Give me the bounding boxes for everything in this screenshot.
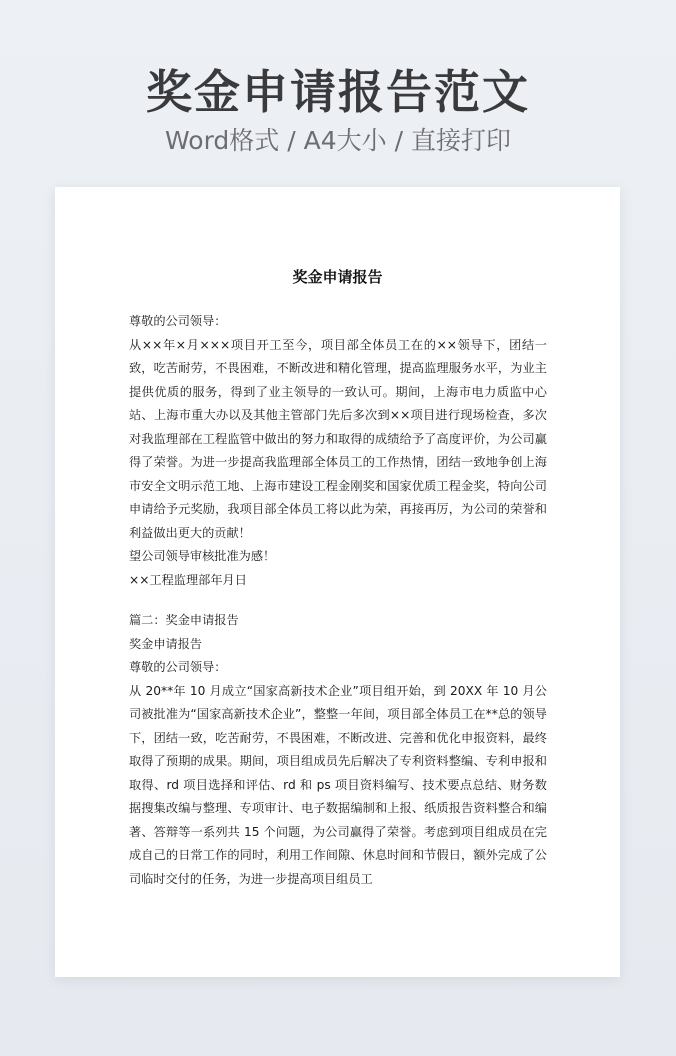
section-salutation: 尊敬的公司领导： [129, 660, 227, 674]
body-paragraph: 从××年×月×××项目开工至今，项目部全体员工在的××领导下，团结一致，吃苦耐劳，不畏困难，不断改进和精化管理，提高监理服务水平，为业主提供优质的服务，得到了业主领导的一致认可。期间，上海市电力质监中心站、上海市重大办以及其他主管部门先后多次到××项目进行现场检查，多次对我监理部在工程监管中做出的努力和取得的成绩给予了高度评价，为公司赢得了荣誉。为进一步提高我监理部全体员工的工作热情，团结一致地争创上海市安全文明示范工地、上海市建设工程金刚奖和国家优质工程金奖，特向公司申请给予元奖励，我项目部全体员工将以此为荣，再接再厉，为公司的荣誉和利益做出更大的贡献！ [129, 337, 547, 540]
section-paragraph: 从 20**年 10 月成立“国家高新技术企业”项目组开始，到 20XX 年 10 月公司被批准为“国家高新技术企业”，整整一年间，项目部全体员工在**总的领导下，团结一致，吃苦耐劳，不畏困难，不断改进、完善和优化申报资料，最终取得了预期的成果。期间，项目组成员先后解决了专利资料整编、专利申报和取得、rd 项目选择和评估、rd 和 ps 项目资料编写、技术要点总结、财务数据搜集改编与整理、专项审计、电子数据编制和上报、纸质报告资料整合和编著、答辩等一系列共 15 个问题，为公司赢得了荣誉。考虑到项目组成员在完成自己的日常工作的同时，利用工作间隙、休息时间和节假日，额外完成了公司临时交付的任务，为进一步提高项目组员工 [129, 683, 547, 886]
document-body [129, 310, 547, 891]
document-title: 奖金申请报告 [292, 268, 383, 286]
page-title: 奖金申请报告范文 [146, 65, 530, 119]
closing-line: 望公司领导审核批准为感！ [129, 549, 276, 563]
salutation: 尊敬的公司领导： [129, 314, 227, 328]
page-header [0, 62, 676, 158]
section-spacer [129, 592, 547, 609]
document-page [55, 187, 620, 977]
section-title: 奖金申请报告 [129, 636, 203, 651]
page-subtitle: Word格式 / A4大小 / 直接打印 [165, 126, 511, 155]
section-heading: 篇二：奖金申请报告 [129, 613, 239, 627]
signature-line: ××工程监理部年月日 [129, 572, 247, 587]
